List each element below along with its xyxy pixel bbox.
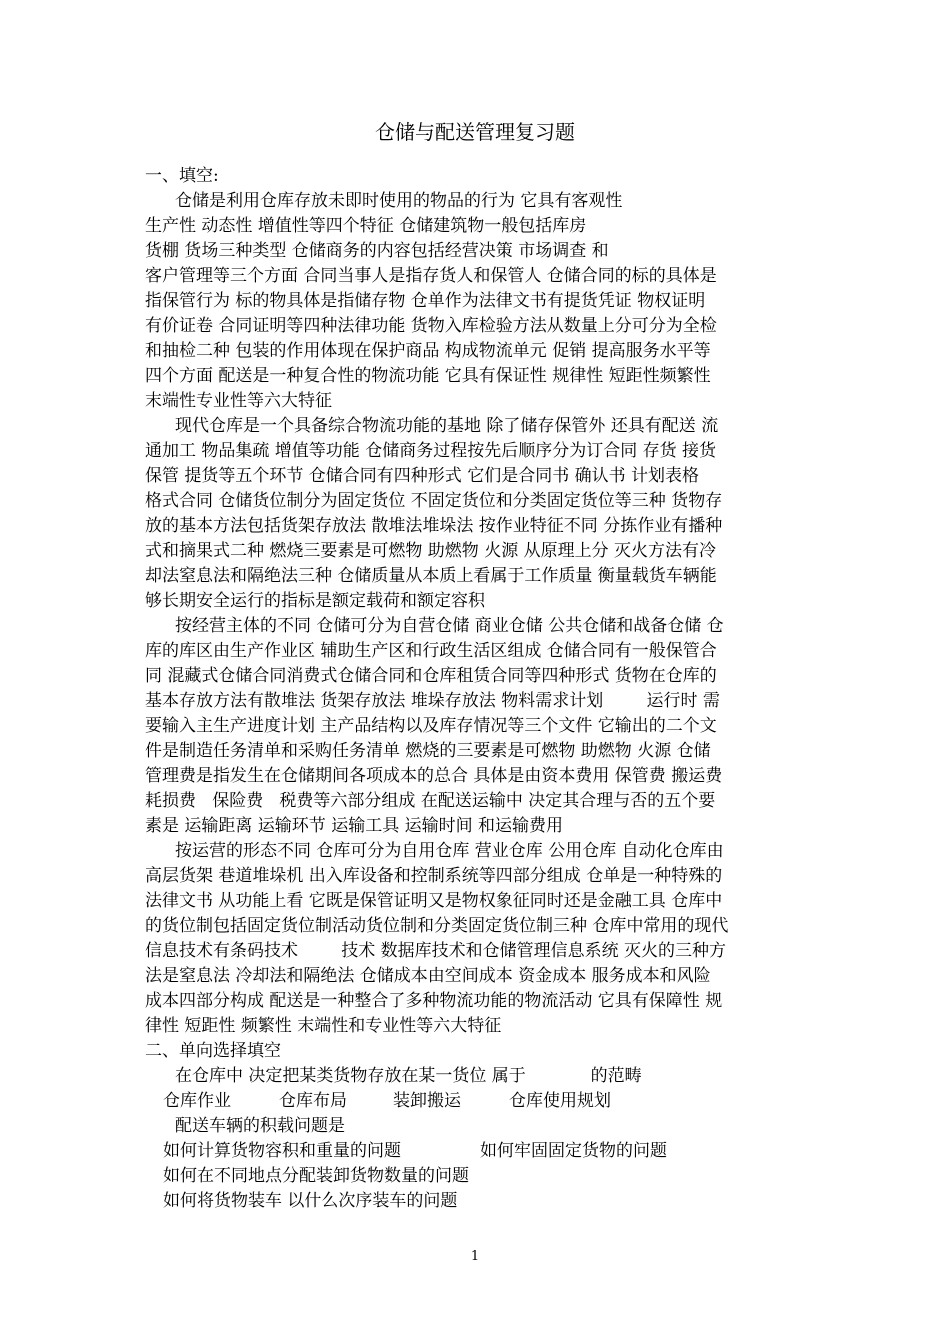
option-text: 装卸搬运 xyxy=(393,1091,461,1111)
text-line: 指保管行为 标的物具体是指储存物 仓单作为法律文书有提货凭证 物权证明 xyxy=(145,291,706,311)
text-line: 生产性 动态性 增值性等四个特征 仓储建筑物一般包括库房 xyxy=(145,216,587,236)
text-line: 货棚 货场三种类型 仓储商务的内容包括经营决策 市场调查 和 xyxy=(145,241,609,261)
text-line: 同 混藏式仓储合同消费式仓储合同和仓库租赁合同等四种形式 货物在仓库的 xyxy=(145,666,717,686)
text-line: 通加工 物品集疏 增值等功能 仓储商务过程按先后顺序分为订合同 存货 接货 xyxy=(145,441,717,461)
text-line: 放的基本方法包括货架存放法 散堆法堆垛法 按作业特征不同 分拣作业有播种 xyxy=(145,516,723,536)
document-title: 仓储与配送管理复习题 xyxy=(375,120,575,144)
text-line: 够长期安全运行的指标是额定载荷和额定容积 xyxy=(145,591,485,611)
text-line: 有价证卷 合同证明等四种法律功能 货物入库检验方法从数量上分可分为全检 xyxy=(145,316,717,336)
text-line: 件是制造任务清单和采购任务清单 燃烧的三要素是可燃物 助燃物 火源 仓储 xyxy=(145,741,711,761)
text-line: 和抽检二种 包装的作用体现在保护商品 构成物流单元 促销 提高服务水平等 xyxy=(145,341,711,361)
text-line: 客户管理等三个方面 合同当事人是指存货人和保管人 仓储合同的标的具体是 xyxy=(145,266,717,286)
text-line: 按运营的形态不同 仓库可分为自用仓库 营业仓库 公用仓库 自动化仓库由 xyxy=(175,841,724,861)
text-line: 法是窒息法 冷却法和隔绝法 仓储成本由空间成本 资金成本 服务成本和风险 xyxy=(145,966,711,986)
text-line: 信息技术有条码技术 技术 数据库技术和仓储管理信息系统 灭火的三种方 xyxy=(145,941,727,961)
text-line: 法律文书 从功能上看 它既是保管证明又是物权象征同时还是金融工具 仓库中 xyxy=(145,891,723,911)
section-heading: 一、填空: xyxy=(145,166,219,186)
text-line: 成本四部分构成 配送是一种整合了多种物流功能的物流活动 它具有保障性 规 xyxy=(145,991,723,1011)
question-text: 配送车辆的积载问题是 xyxy=(175,1116,345,1136)
option-text: 如何将货物装车 以什么次序装车的问题 xyxy=(163,1191,458,1211)
option-text: 仓库布局 xyxy=(279,1091,347,1111)
text-line: 管理费是指发生在仓储期间各项成本的总合 具体是由资本费用 保管费 搬运费 xyxy=(145,766,723,786)
text-line: 式和摘果式二种 燃烧三要素是可燃物 助燃物 火源 从原理上分 灭火方法有冷 xyxy=(145,541,717,561)
option-text: 如何计算货物容积和重量的问题 xyxy=(163,1141,401,1161)
option-text: 仓库作业 xyxy=(163,1091,231,1111)
text-line: 四个方面 配送是一种复合性的物流功能 它具有保证性 规律性 短距性频繁性 xyxy=(145,366,711,386)
text-line: 素是 运输距离 运输环节 运输工具 运输时间 和运输费用 xyxy=(145,816,564,836)
text-line: 末端性专业性等六大特征 xyxy=(145,391,332,411)
option-text: 仓库使用规划 xyxy=(509,1091,611,1111)
text-line: 律性 短距性 频繁性 末端性和专业性等六大特征 xyxy=(145,1016,502,1036)
text-line: 仓储是利用仓库存放未即时使用的物品的行为 它具有客观性 xyxy=(175,191,623,211)
text-line: 却法窒息法和隔绝法三种 仓储质量从本质上看属于工作质量 衡量载货车辆能 xyxy=(145,566,717,586)
option-text: 如何牢固固定货物的问题 xyxy=(480,1141,667,1161)
text-line: 的货位制包括固定货位制活动货位制和分类固定货位制三种 仓库中常用的现代 xyxy=(145,916,729,936)
page-number: 1 xyxy=(470,1249,480,1264)
text-line: 格式合同 仓储货位制分为固定货位 不固定货位和分类固定货位等三种 货物存 xyxy=(145,491,723,511)
text-line: 现代仓库是一个具备综合物流功能的基地 除了储存保管外 还具有配送 流 xyxy=(175,416,719,436)
section-heading: 二、单向选择填空 xyxy=(145,1041,281,1061)
text-line: 要输入主生产进度计划 主产品结构以及库存情况等三个文件 它输出的二个文 xyxy=(145,716,717,736)
text-line: 基本存放方法有散堆法 货架存放法 堆垛存放法 物料需求计划 运行时 需 xyxy=(145,691,720,711)
text-line: 保管 提货等五个环节 仓储合同有四种形式 它们是合同书 确认书 计划表格 xyxy=(145,466,700,486)
option-text: 如何在不同地点分配装卸货物数量的问题 xyxy=(163,1166,469,1186)
text-line: 高层货架 巷道堆垛机 出入库设备和控制系统等四部分组成 仓单是一种特殊的 xyxy=(145,866,723,886)
text-line: 耗损费 保险费 税费等六部分组成 在配送运输中 决定其合理与否的五个要 xyxy=(145,791,716,811)
text-line: 库的库区由生产作业区 辅助生产区和行政生活区组成 仓储合同有一般保管合 xyxy=(145,641,717,661)
question-text: 在仓库中 决定把某类货物存放在某一货位 属于 的范畴 xyxy=(175,1066,642,1086)
text-line: 按经营主体的不同 仓储可分为自营仓储 商业仓储 公共仓储和战备仓储 仓 xyxy=(175,616,724,636)
